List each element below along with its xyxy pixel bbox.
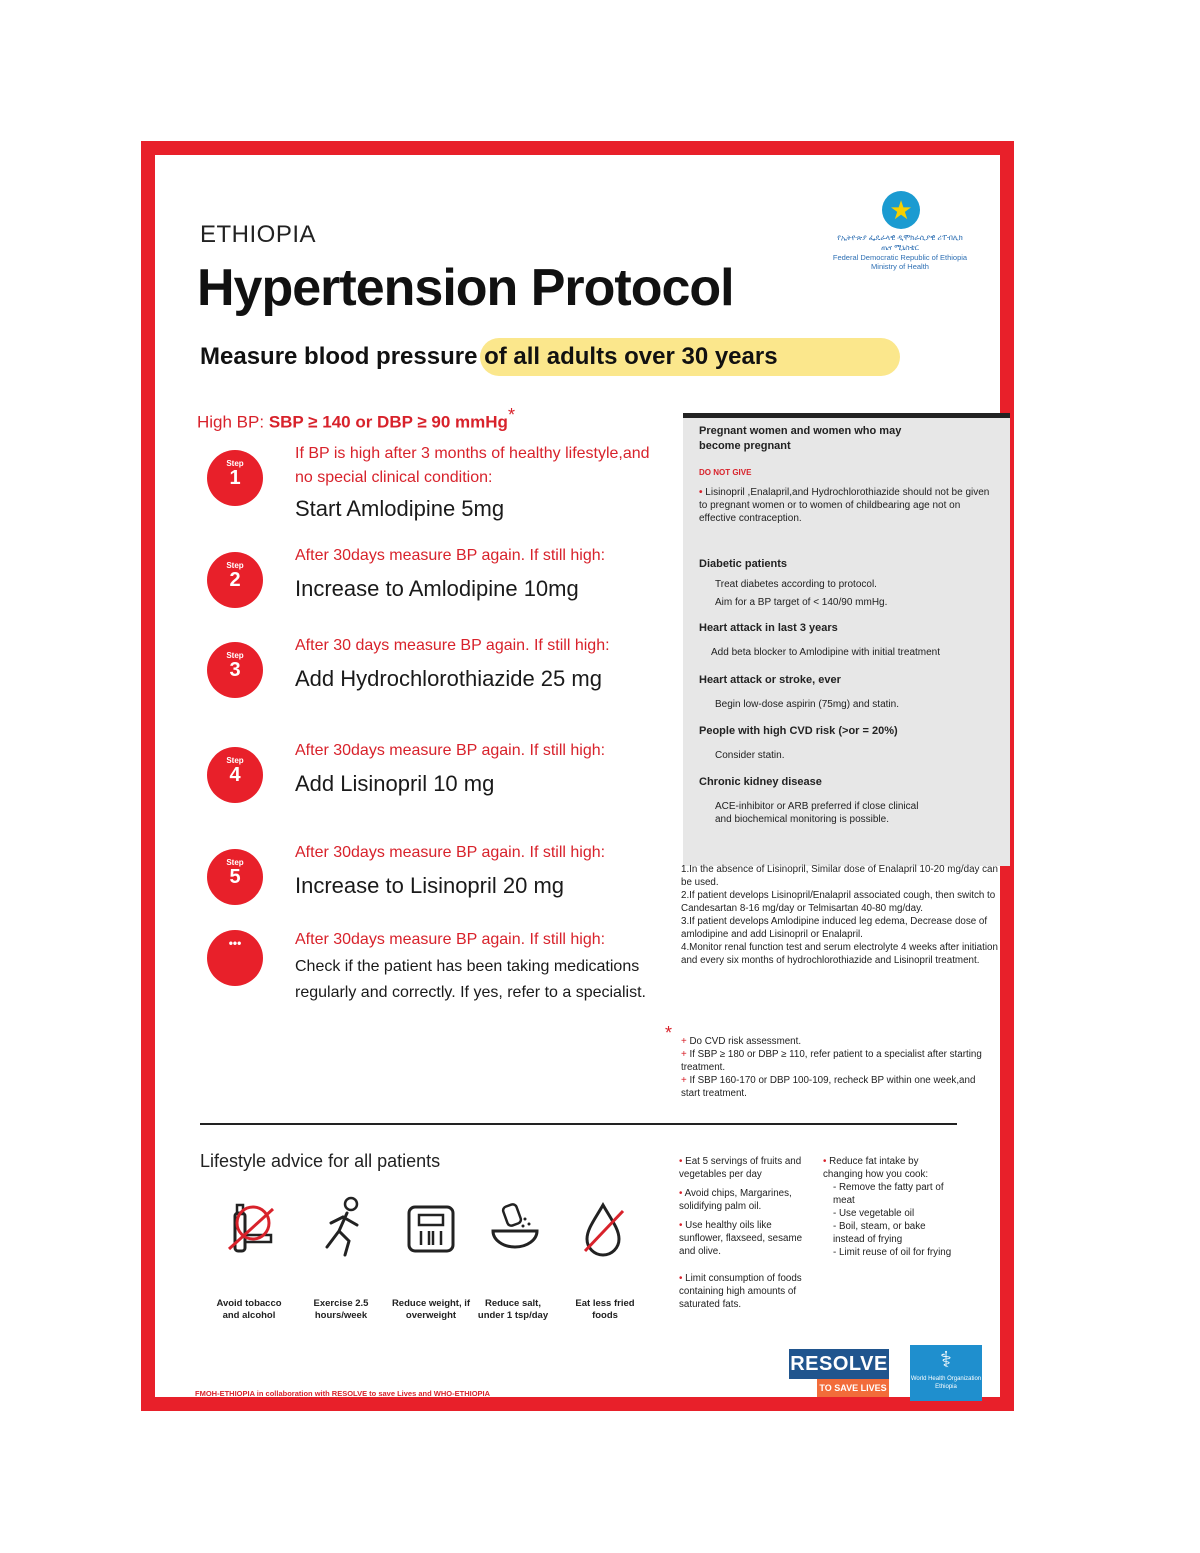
step-condition: After 30days measure BP again. If still high: xyxy=(295,844,606,861)
high-bp-definition xyxy=(197,405,515,433)
section-divider xyxy=(200,1123,957,1125)
step-badge: Step 1 xyxy=(207,450,263,506)
footnote-3: 3.If patient develops Amlodipine induced leg edema, Decrease dose of amlodipine and add Lisinopril or Enalapril. xyxy=(681,916,988,940)
tip-subitem: - Remove the fatty part of meat xyxy=(833,1182,944,1206)
step-condition: After 30days measure BP again. If still high: xyxy=(295,931,606,948)
diabetic-text-1: Treat diabetes according to protocol. xyxy=(715,579,877,590)
lifestyle-caption: Reduce weight, if overweight xyxy=(391,1298,471,1321)
tip-item: • Use healthy oils like sunflower, flaxseed, sesame and olive. xyxy=(679,1220,803,1257)
step-action: Increase to Lisinopril 20 mg xyxy=(295,873,565,898)
ellipsis-badge: ••• xyxy=(207,930,263,986)
stroke-text: Begin low-dose aspirin (75mg) and statin. xyxy=(715,699,899,710)
pregnant-heading: Pregnant women and women who may become pregnant xyxy=(699,425,902,452)
step-badge: Step 3 xyxy=(207,642,263,698)
emblem-line-4: Ministry of Health xyxy=(871,262,929,271)
special-conditions-panel xyxy=(683,413,1010,866)
asterisk-note-marker: * xyxy=(665,1023,673,1043)
asterisk-note: + Do CVD risk assessment. xyxy=(681,1036,802,1047)
heart-attack-3y-heading: Heart attack in last 3 years xyxy=(699,622,838,634)
asterisk-note: + If SBP 160-170 or DBP 100-109, recheck BP within one week,and start treatment. xyxy=(681,1075,976,1099)
lifestyle-title: Lifestyle advice for all patients xyxy=(200,1151,441,1171)
pregnant-text: • Lisinopril ,Enalapril,and Hydrochlorothiazide should not be given to pregnant women or to women of childbearing age not on effective contraception. xyxy=(699,487,990,524)
tip-item: • Avoid chips, Margarines, solidifying palm oil. xyxy=(679,1188,792,1212)
step-refer xyxy=(193,928,646,1028)
scale-icon xyxy=(403,1201,463,1261)
step-action: Increase to Amlodipine 10mg xyxy=(295,576,579,601)
asterisk-note: + If SBP ≥ 180 or DBP ≥ 110, refer patient to a specialist after starting treatment. xyxy=(681,1049,982,1073)
moh-emblem-logo xyxy=(825,187,975,277)
ckd-text: ACE-inhibitor or ARB preferred if close clinical and biochemical monitoring is possible. xyxy=(715,801,919,825)
high-bp-prefix: High BP: xyxy=(197,412,269,432)
ckd-heading: Chronic kidney disease xyxy=(699,776,822,788)
tip-subitem: - Limit reuse of oil for frying xyxy=(833,1247,952,1258)
page-title: Hypertension Protocol xyxy=(197,259,734,317)
resolve-logo: RESOLVE TO SAVE LIVES xyxy=(789,1349,889,1397)
lifestyle-caption: Exercise 2.5 hours/week xyxy=(313,1298,369,1321)
star-icon: ★ xyxy=(889,195,913,225)
diabetic-text-2: Aim for a BP target of < 140/90 mmHg. xyxy=(715,597,888,608)
emblem-line-3: Federal Democratic Republic of Ethiopia xyxy=(832,253,968,262)
no-tobacco-alcohol-icon xyxy=(219,1199,279,1259)
salt-icon xyxy=(485,1197,545,1257)
lifestyle-caption: Reduce salt, under 1 tsp/day xyxy=(477,1298,549,1321)
who-emblem-icon: ⚕ xyxy=(940,1347,952,1372)
stroke-heading: Heart attack or stroke, ever xyxy=(699,674,841,686)
lifestyle-tips-col-1 xyxy=(679,1155,809,1311)
exercise-icon xyxy=(313,1195,373,1255)
step-badge: Step 2 xyxy=(207,552,263,608)
subtitle: Measure blood pressure of all adults over 30 years xyxy=(200,343,778,370)
footnote-4: 4.Monitor renal function test and serum electrolyte 4 weeks after initiation and every six months of hydrochlorothiazide and Lisinopril treatment. xyxy=(681,942,998,966)
step-action: Check if the patient has been taking medications regularly and correctly. If yes, refer to a specialist. xyxy=(295,958,646,1001)
emblem-line-1: የኢትዮጵያ ፌዴራላዊ ዲሞክራሲያዊ ሪፐብሊክ xyxy=(837,233,963,242)
step-action: Add Hydrochlorothiazide 25 mg xyxy=(295,666,602,691)
footnote-2: 2.If patient develops Lisinopril/Enalapril associated cough, then switch to Candesartan 8-16 mg/day or Telmisartan 40-80 mg/day. xyxy=(681,890,996,914)
step-3 xyxy=(193,634,633,704)
step-condition: If BP is high after 3 months of healthy lifestyle,and no special clinical condition: xyxy=(295,445,650,486)
diabetic-heading: Diabetic patients xyxy=(699,558,788,570)
step-1 xyxy=(193,442,650,521)
lifestyle-tips-col-2 xyxy=(823,1155,955,1259)
step-badge: Step 5 xyxy=(207,849,263,905)
asterisk-marker: * xyxy=(507,405,515,425)
footnote-1: 1.In the absence of Lisinopril, Similar dose of Enalapril 10-20 mg/day can be used. xyxy=(681,864,998,888)
tip-subitem: - Use vegetable oil xyxy=(833,1208,915,1219)
do-not-give-label: DO NOT GIVE xyxy=(699,468,752,477)
asterisk-notes xyxy=(681,1035,991,1100)
tip-heading: • Reduce fat intake by changing how you cook: xyxy=(823,1156,929,1180)
who-logo: ⚕ World Health Organization Ethiopia xyxy=(910,1345,982,1401)
step-2 xyxy=(193,544,633,614)
lifestyle-caption: Eat less fried foods xyxy=(575,1298,635,1321)
high-bp-criteria: SBP ≥ 140 or DBP ≥ 90 mmHg xyxy=(268,412,508,432)
lifestyle-caption: Avoid tobacco and alcohol xyxy=(216,1298,282,1321)
step-condition: After 30 days measure BP again. If still high: xyxy=(295,637,610,654)
country-label: ETHIOPIA xyxy=(200,221,317,248)
tip-subitem: - Boil, steam, or bake instead of frying xyxy=(833,1221,926,1245)
step-4 xyxy=(193,739,633,809)
step-5 xyxy=(193,841,633,911)
step-action: Start Amlodipine 5mg xyxy=(295,496,505,521)
step-badge: Step 4 xyxy=(207,747,263,803)
cvd-heading: People with high CVD risk (>or = 20%) xyxy=(699,725,898,737)
tip-item: • Limit consumption of foods containing high amounts of saturated fats. xyxy=(679,1273,802,1310)
protocol-poster xyxy=(141,141,1014,1411)
cvd-text: Consider statin. xyxy=(715,750,785,761)
footnotes xyxy=(681,863,999,967)
heart-attack-3y-text: Add beta blocker to Amlodipine with initial treatment xyxy=(711,647,941,658)
emblem-line-2: ጤና ሚኒስቴር xyxy=(881,243,919,252)
step-condition: After 30days measure BP again. If still high: xyxy=(295,547,606,564)
step-action: Add Lisinopril 10 mg xyxy=(295,771,495,796)
no-fat-drop-icon xyxy=(575,1199,635,1259)
tip-item: • Eat 5 servings of fruits and vegetables per day xyxy=(679,1156,802,1180)
step-condition: After 30days measure BP again. If still high: xyxy=(295,742,606,759)
footer-credit: FMOH-ETHIOPIA in collaboration with RESOLVE to save Lives and WHO-ETHIOPIA xyxy=(195,1389,491,1398)
